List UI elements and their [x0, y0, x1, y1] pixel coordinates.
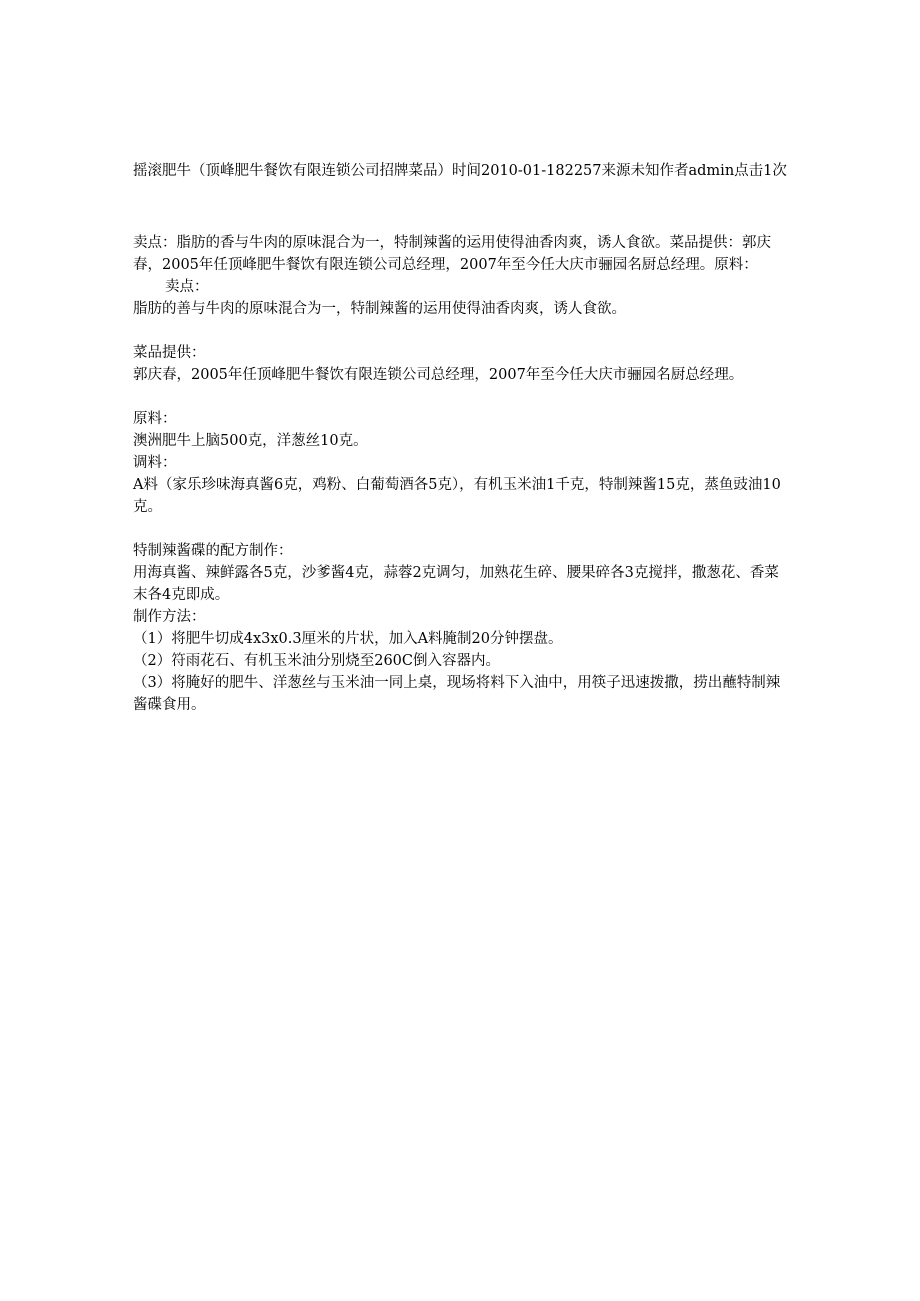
provider-label: 菜品提供：: [133, 345, 206, 361]
seasoning-label: 调料：: [133, 455, 177, 471]
article-title: 摇滚肥牛（顶峰肥牛餐饮有限连锁公司招牌菜品）时间2010-01-182257来源未知作者admin点击1次: [133, 163, 787, 179]
spacer: [133, 386, 788, 408]
ingredients-label: 原料：: [133, 411, 177, 427]
seasoning-text: A料（家乐珍味海真酱6克，鸡粉、白葡萄酒各5克），有机玉米油1千克，特制辣酱15克，蒸鱼豉油10克。: [133, 477, 781, 515]
method-step: （2）符雨花石、有机玉米油分别烧至260C倒入容器内。: [133, 653, 500, 669]
sauce-label: 特制辣酱碟的配方制作：: [133, 543, 293, 559]
method-label: 制作方法：: [133, 609, 206, 625]
spacer: [133, 320, 788, 342]
spacer: [133, 182, 788, 210]
method-step: （1）将肥牛切成4x3x0.3厘米的片状，加入A料腌制20分钟摆盘。: [133, 631, 563, 647]
sauce-text: 用海真酱、辣鲜露各5克，沙爹酱4克，蒜蓉2克调匀，加熟花生碎、腰果碎各3克搅拌，撒葱花、香菜末各4克即成。: [133, 565, 779, 603]
spacer: [133, 518, 788, 540]
ingredients-text: 澳洲肥牛上脑500克，洋葱丝10克。: [133, 433, 368, 449]
selling-point-label: 卖点：: [165, 279, 209, 295]
summary-paragraph: 卖点：脂肪的香与牛肉的原味混合为一，特制辣酱的运用使得油香肉爽，诱人食欲。菜品提供：郭庆春，2005年任顶峰肥牛餐饮有限连锁公司总经理，2007年至今任大庆市骊园名厨总经理。原料：: [133, 235, 771, 273]
selling-point-text: 脂肪的善与牛肉的原味混合为一，特制辣酱的运用使得油香肉爽，诱人食欲。: [133, 301, 626, 317]
document-body: [133, 160, 788, 716]
spacer: [133, 210, 788, 232]
provider-text: 郭庆春，2005年任顶峰肥牛餐饮有限连锁公司总经理，2007年至今任大庆市骊园名厨总经理。: [133, 367, 744, 383]
method-step: （3）将腌好的肥牛、洋葱丝与玉米油一同上桌，现场将料下入油中，用筷子迅速拨撒，捞出蘸特制辣酱碟食用。: [133, 675, 781, 713]
